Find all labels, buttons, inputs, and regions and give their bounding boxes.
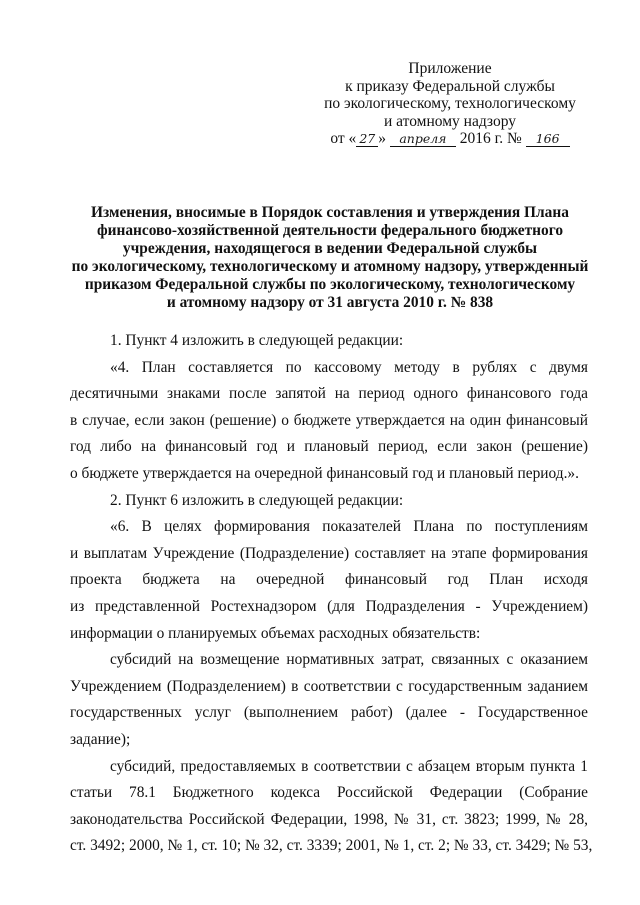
text-line: «4. План составляется по кассовому методу в рублях с двумя (110, 358, 588, 376)
title-line: финансово-хозяйственной деятельности федерального бюджетного (96, 221, 564, 239)
appendix-order-line: к приказу Федеральной службы (345, 77, 555, 95)
text-line: о бюджете утверждается на очередной финансовый год и плановый период.». (70, 464, 579, 482)
text-line: законодательства Российской Федерации, 1998, № 31, ст. 3823; 1999, № 28, (70, 810, 588, 828)
document-body (70, 328, 593, 860)
appendix-label: Приложение (408, 60, 492, 77)
text-line: статьи 78.1 Бюджетного кодекса Российской Федерации (Собрание (70, 784, 588, 802)
appendix-service-line: по экологическому, технологическому (324, 95, 576, 113)
title-line: приказом Федеральной службы по экологическому, технологическому (84, 275, 576, 293)
text-line: в случае, если закон (решение) о бюджете утверждается на один финансовый (70, 411, 588, 429)
paragraph-item-6-text (70, 514, 588, 647)
text-line: ст. 3492; 2000, № 1, ст. 10; № 32, ст. 3339; 2001, № 1, ст. 2; № 33, ст. 3429; № 53, (70, 837, 593, 855)
text-line: субсидий на возмещение нормативных затрат, связанных с оказанием (110, 651, 588, 669)
date-year: 2016 г. № (459, 130, 522, 148)
appendix-supervision-line: и атомному надзору (384, 112, 516, 130)
paragraph-subsidies-normative (70, 647, 588, 753)
text-line: и выплатам Учреждение (Подразделение) составляет на этапе формирования (70, 544, 588, 562)
paragraph-item-1 (70, 328, 588, 355)
text-line: 1. Пункт 4 изложить в следующей редакции: (110, 332, 404, 349)
date-prefix: от « (330, 130, 357, 148)
date-mid: » (378, 130, 387, 148)
title-line: и атомному надзору от 31 августа 2010 г. № 838 (166, 293, 494, 311)
text-line: государственных услуг (выполнением работ) (далее - Государственное (70, 704, 588, 722)
appendix-header (300, 60, 600, 148)
paragraph-subsidies-article (70, 754, 593, 860)
text-line: Учреждением (Подразделением) в соответствии с государственным заданием (70, 677, 588, 695)
text-line: информации о планируемых объемах расходных обязательств: (70, 624, 481, 642)
text-line: из представленной Ростехнадзором (для Подразделения - Учреждением) (70, 597, 588, 615)
date-month-handwritten: апреля (390, 132, 456, 147)
appendix-date-line (300, 130, 600, 148)
order-number-handwritten: 166 (526, 132, 570, 147)
paragraph-item-2 (70, 488, 588, 515)
title-line: Изменения, вносимые в Порядок составления и утверждения Плана (91, 204, 569, 221)
date-day-handwritten: 27 (356, 132, 378, 147)
text-line: год либо на финансовый год и плановый период, если закон (решение) (70, 438, 588, 456)
text-line: задание); (70, 730, 131, 748)
document-title (70, 204, 590, 311)
title-line: учреждения, находящегося в ведении Федеральной службы (122, 239, 538, 257)
text-line: 2. Пункт 6 изложить в следующей редакции: (110, 491, 404, 509)
text-line: субсидий, предоставляемых в соответствии с абзацем вторым пункта 1 (110, 757, 588, 775)
text-line: десятичными знаками после запятой на период одного финансового года (70, 385, 588, 403)
text-line: проекта бюджета на очередной финансовый год План исходя (70, 571, 588, 589)
text-line: «6. В целях формирования показателей Плана по поступлениям (110, 518, 588, 536)
paragraph-item-4-text (70, 355, 588, 488)
title-line: по экологическому, технологическому и атомному надзору, утвержденный (71, 257, 589, 275)
